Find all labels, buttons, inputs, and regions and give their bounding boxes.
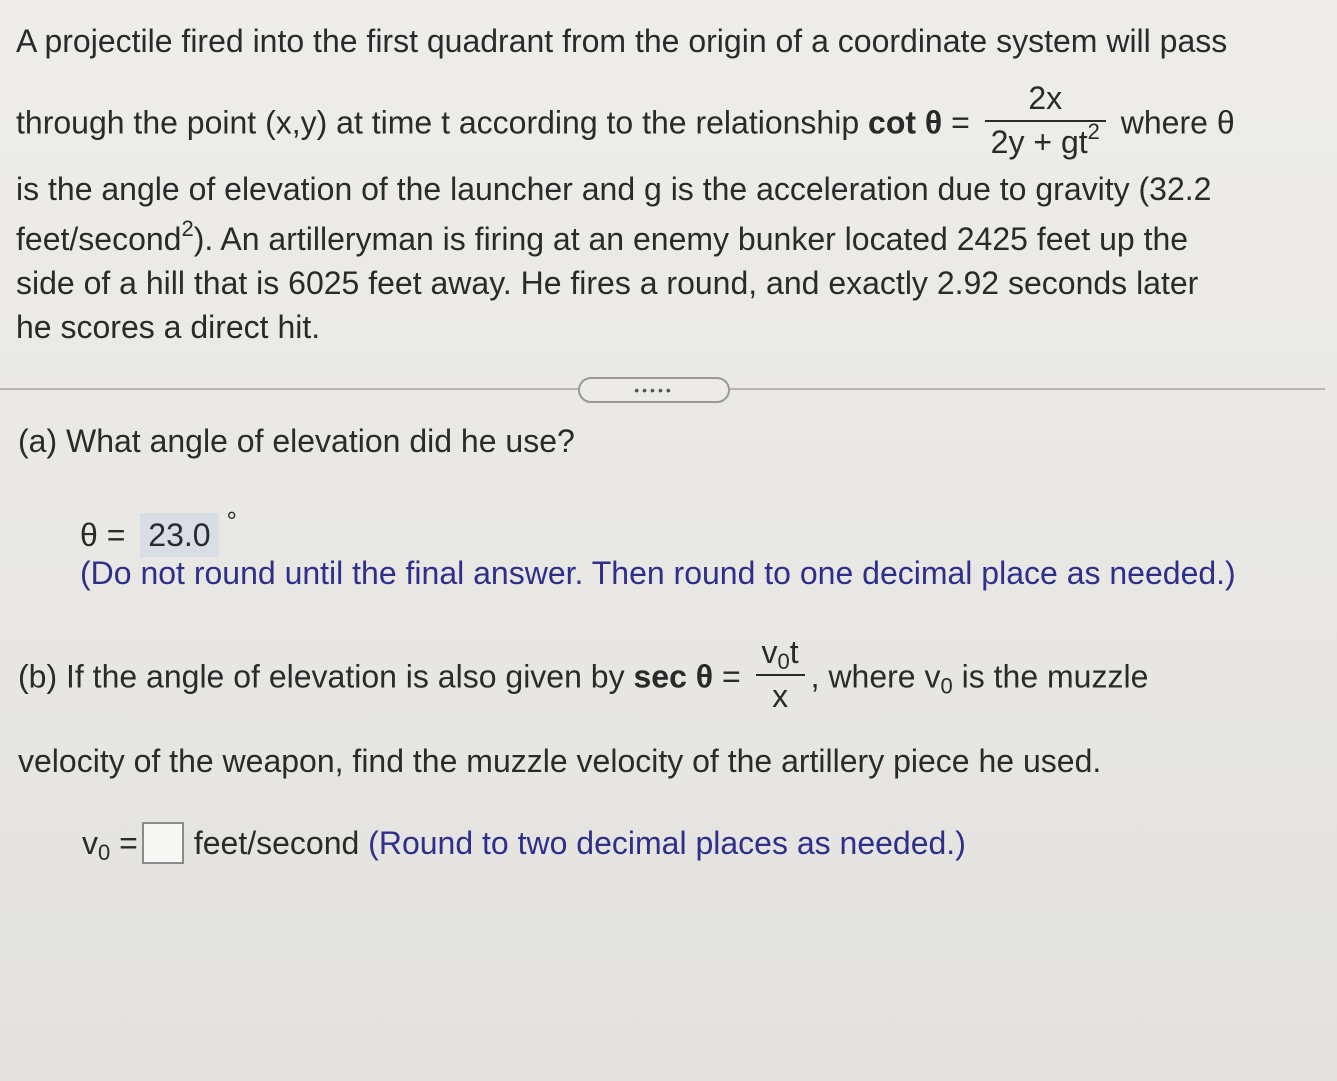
part-b-hint: (Round to two decimal places as needed.) xyxy=(368,825,966,861)
problem-statement xyxy=(16,16,1316,352)
part-b-text-rest: is the muzzle xyxy=(952,658,1149,695)
problem-line-1 xyxy=(16,16,1316,66)
part-b-question-line-2 xyxy=(18,736,1101,786)
denominator-base: 2y + gt xyxy=(990,124,1088,160)
degree-symbol: ° xyxy=(226,506,237,536)
velocity-unit: feet/second xyxy=(193,825,360,861)
v-subscript: 0 xyxy=(777,649,790,674)
theta-label: θ = xyxy=(80,517,135,553)
squared-exponent: 2 xyxy=(181,216,194,241)
part-a-hint-text: (Do not round until the final answer. Then round to one decimal place as needed.) xyxy=(80,555,1236,591)
part-b-text-where: , where v xyxy=(810,658,941,695)
problem-text-4a: feet/second xyxy=(16,221,182,257)
part-a-hint xyxy=(80,548,1236,598)
cot-fraction-numerator: 2x xyxy=(1028,80,1063,116)
sec-fraction xyxy=(756,630,805,716)
part-b-answer-row xyxy=(82,818,966,868)
problem-text-6: he scores a direct hit. xyxy=(16,309,321,345)
problem-line-3 xyxy=(16,164,1316,214)
v0-equals: = xyxy=(110,825,138,861)
cot-theta-label: cot θ xyxy=(868,104,943,141)
v0-label: $v_0$ xyxy=(82,825,111,865)
problem-line-4 xyxy=(16,214,1316,264)
sec-fraction-numerator xyxy=(756,630,805,674)
part-b-text-2: velocity of the weapon, find the muzzle velocity of the artillery piece he used. xyxy=(18,743,1102,779)
expand-more-button[interactable]: ••••• xyxy=(578,377,730,403)
part-b-text-1: (b) If the angle of elevation is also given by xyxy=(18,658,634,695)
equals-sign: = xyxy=(942,104,970,141)
equals-sign-b: = xyxy=(713,658,741,695)
theta-answer-field[interactable]: 23.0 xyxy=(140,513,218,557)
cot-fraction-denominator xyxy=(985,120,1106,162)
problem-text-5: side of a hill that is 6025 feet away. He fires a round, and exactly 2.92 seconds later xyxy=(16,265,1199,301)
problem-line-5 xyxy=(16,258,1316,308)
cot-fraction xyxy=(985,76,1106,162)
problem-text-2: through the point (x,y) at time t according to the relationship xyxy=(16,104,869,141)
v-subscript-2: 0 xyxy=(940,673,953,699)
problem-text-3: is the angle of elevation of the launcher and g is the acceleration due to gravity (32.2 xyxy=(16,171,1212,207)
problem-text-4b: ). An artilleryman is firing at an enemy bunker located 2425 feet up the xyxy=(193,221,1189,257)
problem-text-1: A projectile fired into the first quadrant from the origin of a coordinate system will pass xyxy=(16,23,1228,59)
problem-text-2-end: where θ xyxy=(1111,104,1235,141)
problem-line-2 xyxy=(16,82,1316,168)
sec-theta-label: sec θ xyxy=(633,658,714,695)
t-symbol: t xyxy=(789,634,799,670)
denominator-exponent: 2 xyxy=(1087,119,1100,144)
part-a-question-text: (a) What angle of elevation did he use? xyxy=(18,423,575,459)
problem-line-6 xyxy=(16,302,1316,352)
sec-fraction-denominator: x xyxy=(756,674,805,716)
muzzle-velocity-input[interactable] xyxy=(142,822,184,864)
v-symbol: v xyxy=(761,634,778,670)
part-a-question xyxy=(18,416,575,466)
part-b-question-line-1 xyxy=(18,636,1148,722)
